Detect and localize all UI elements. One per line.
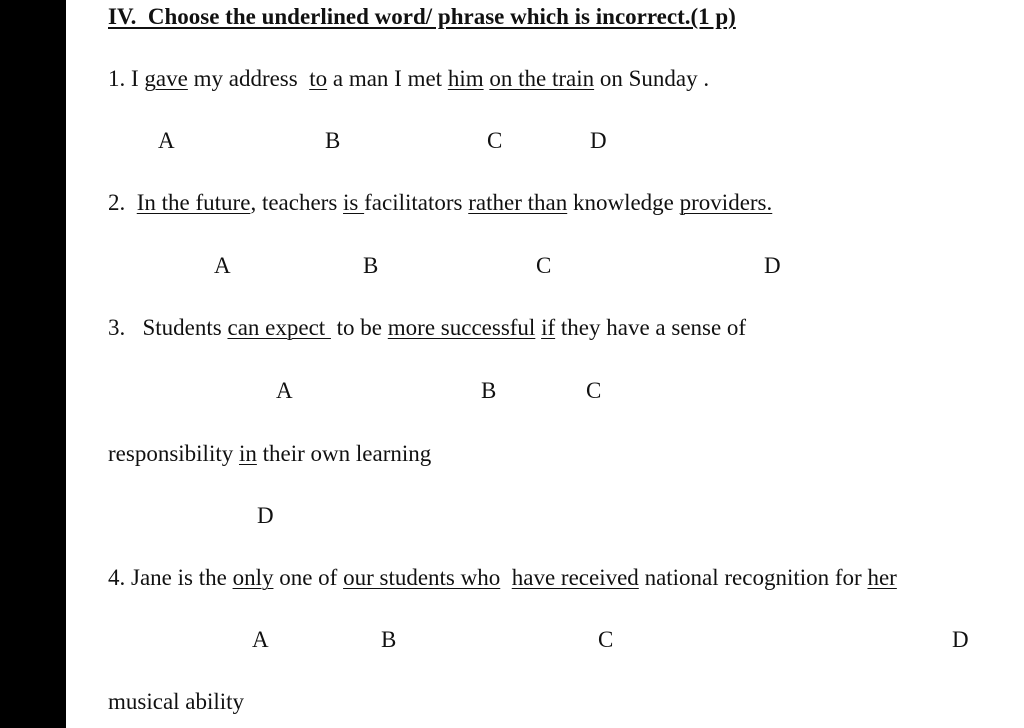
underlined-phrase: our students who xyxy=(343,565,501,590)
question-4-option-b: B xyxy=(381,627,397,652)
question-1-option-c: C xyxy=(487,128,503,153)
sentence-text: to be xyxy=(330,315,388,340)
section-heading: IV. Choose the underlined word/ phrase which is incorrect.(1 p) xyxy=(108,4,736,29)
question-4-option-d: D xyxy=(952,627,969,652)
question-1-line xyxy=(108,67,709,90)
sentence-text: 2. xyxy=(108,190,137,215)
underlined-phrase: if xyxy=(541,315,556,340)
question-3-line xyxy=(108,316,746,339)
question-3-continuation xyxy=(108,442,431,465)
sentence-text: their own learning xyxy=(256,441,432,466)
underlined-phrase: rather than xyxy=(468,190,568,215)
question-3-option-a: A xyxy=(276,378,293,403)
underlined-phrase: providers. xyxy=(679,190,773,215)
left-black-margin xyxy=(0,0,66,728)
sentence-text: 1. I xyxy=(108,66,145,91)
question-4-line xyxy=(108,566,897,589)
question-2-option-c: C xyxy=(536,253,552,278)
sentence-text: they have a sense of xyxy=(555,315,747,340)
sentence-text: facilitators xyxy=(364,190,469,215)
sentence-text: national recognition for xyxy=(638,565,868,590)
question-1-option-b: B xyxy=(325,128,341,153)
question-2-option-a: A xyxy=(214,253,231,278)
sentence-text: one of xyxy=(273,565,344,590)
question-2-option-b: B xyxy=(363,253,379,278)
question-3-option-d: D xyxy=(257,503,274,528)
question-1-option-d: D xyxy=(590,128,607,153)
underlined-phrase: in xyxy=(238,441,257,466)
underlined-phrase: is xyxy=(343,190,365,215)
question-3-option-c: C xyxy=(586,378,602,403)
sentence-text: 3. Students xyxy=(108,315,228,340)
underlined-phrase: can expect xyxy=(227,315,331,340)
underlined-phrase: to xyxy=(309,66,328,91)
question-4-option-a: A xyxy=(252,627,269,652)
underlined-phrase: have received xyxy=(511,565,639,590)
question-3-option-b: B xyxy=(481,378,497,403)
sentence-text: , teachers xyxy=(250,190,344,215)
sentence-text: musical ability xyxy=(108,689,245,714)
underlined-phrase: gave xyxy=(144,66,188,91)
sentence-text: a man I met xyxy=(327,66,448,91)
sentence-text: my address xyxy=(187,66,310,91)
underlined-phrase: on the train xyxy=(489,66,595,91)
question-4-continuation xyxy=(108,690,244,713)
sentence-text: responsibility xyxy=(108,441,239,466)
sentence-text: on Sunday . xyxy=(594,66,710,91)
sentence-text xyxy=(500,565,512,590)
sentence-text: 4. Jane is the xyxy=(108,565,233,590)
underlined-phrase: In the future xyxy=(136,190,251,215)
underlined-phrase: more successful xyxy=(387,315,536,340)
sentence-text: knowledge xyxy=(567,190,680,215)
underlined-phrase: him xyxy=(447,66,484,91)
worksheet-page xyxy=(66,0,1024,728)
question-4-option-c: C xyxy=(598,627,614,652)
question-2-line xyxy=(108,191,772,214)
question-2-option-d: D xyxy=(764,253,781,278)
underlined-phrase: her xyxy=(867,565,897,590)
question-1-option-a: A xyxy=(158,128,175,153)
underlined-phrase: only xyxy=(232,565,274,590)
